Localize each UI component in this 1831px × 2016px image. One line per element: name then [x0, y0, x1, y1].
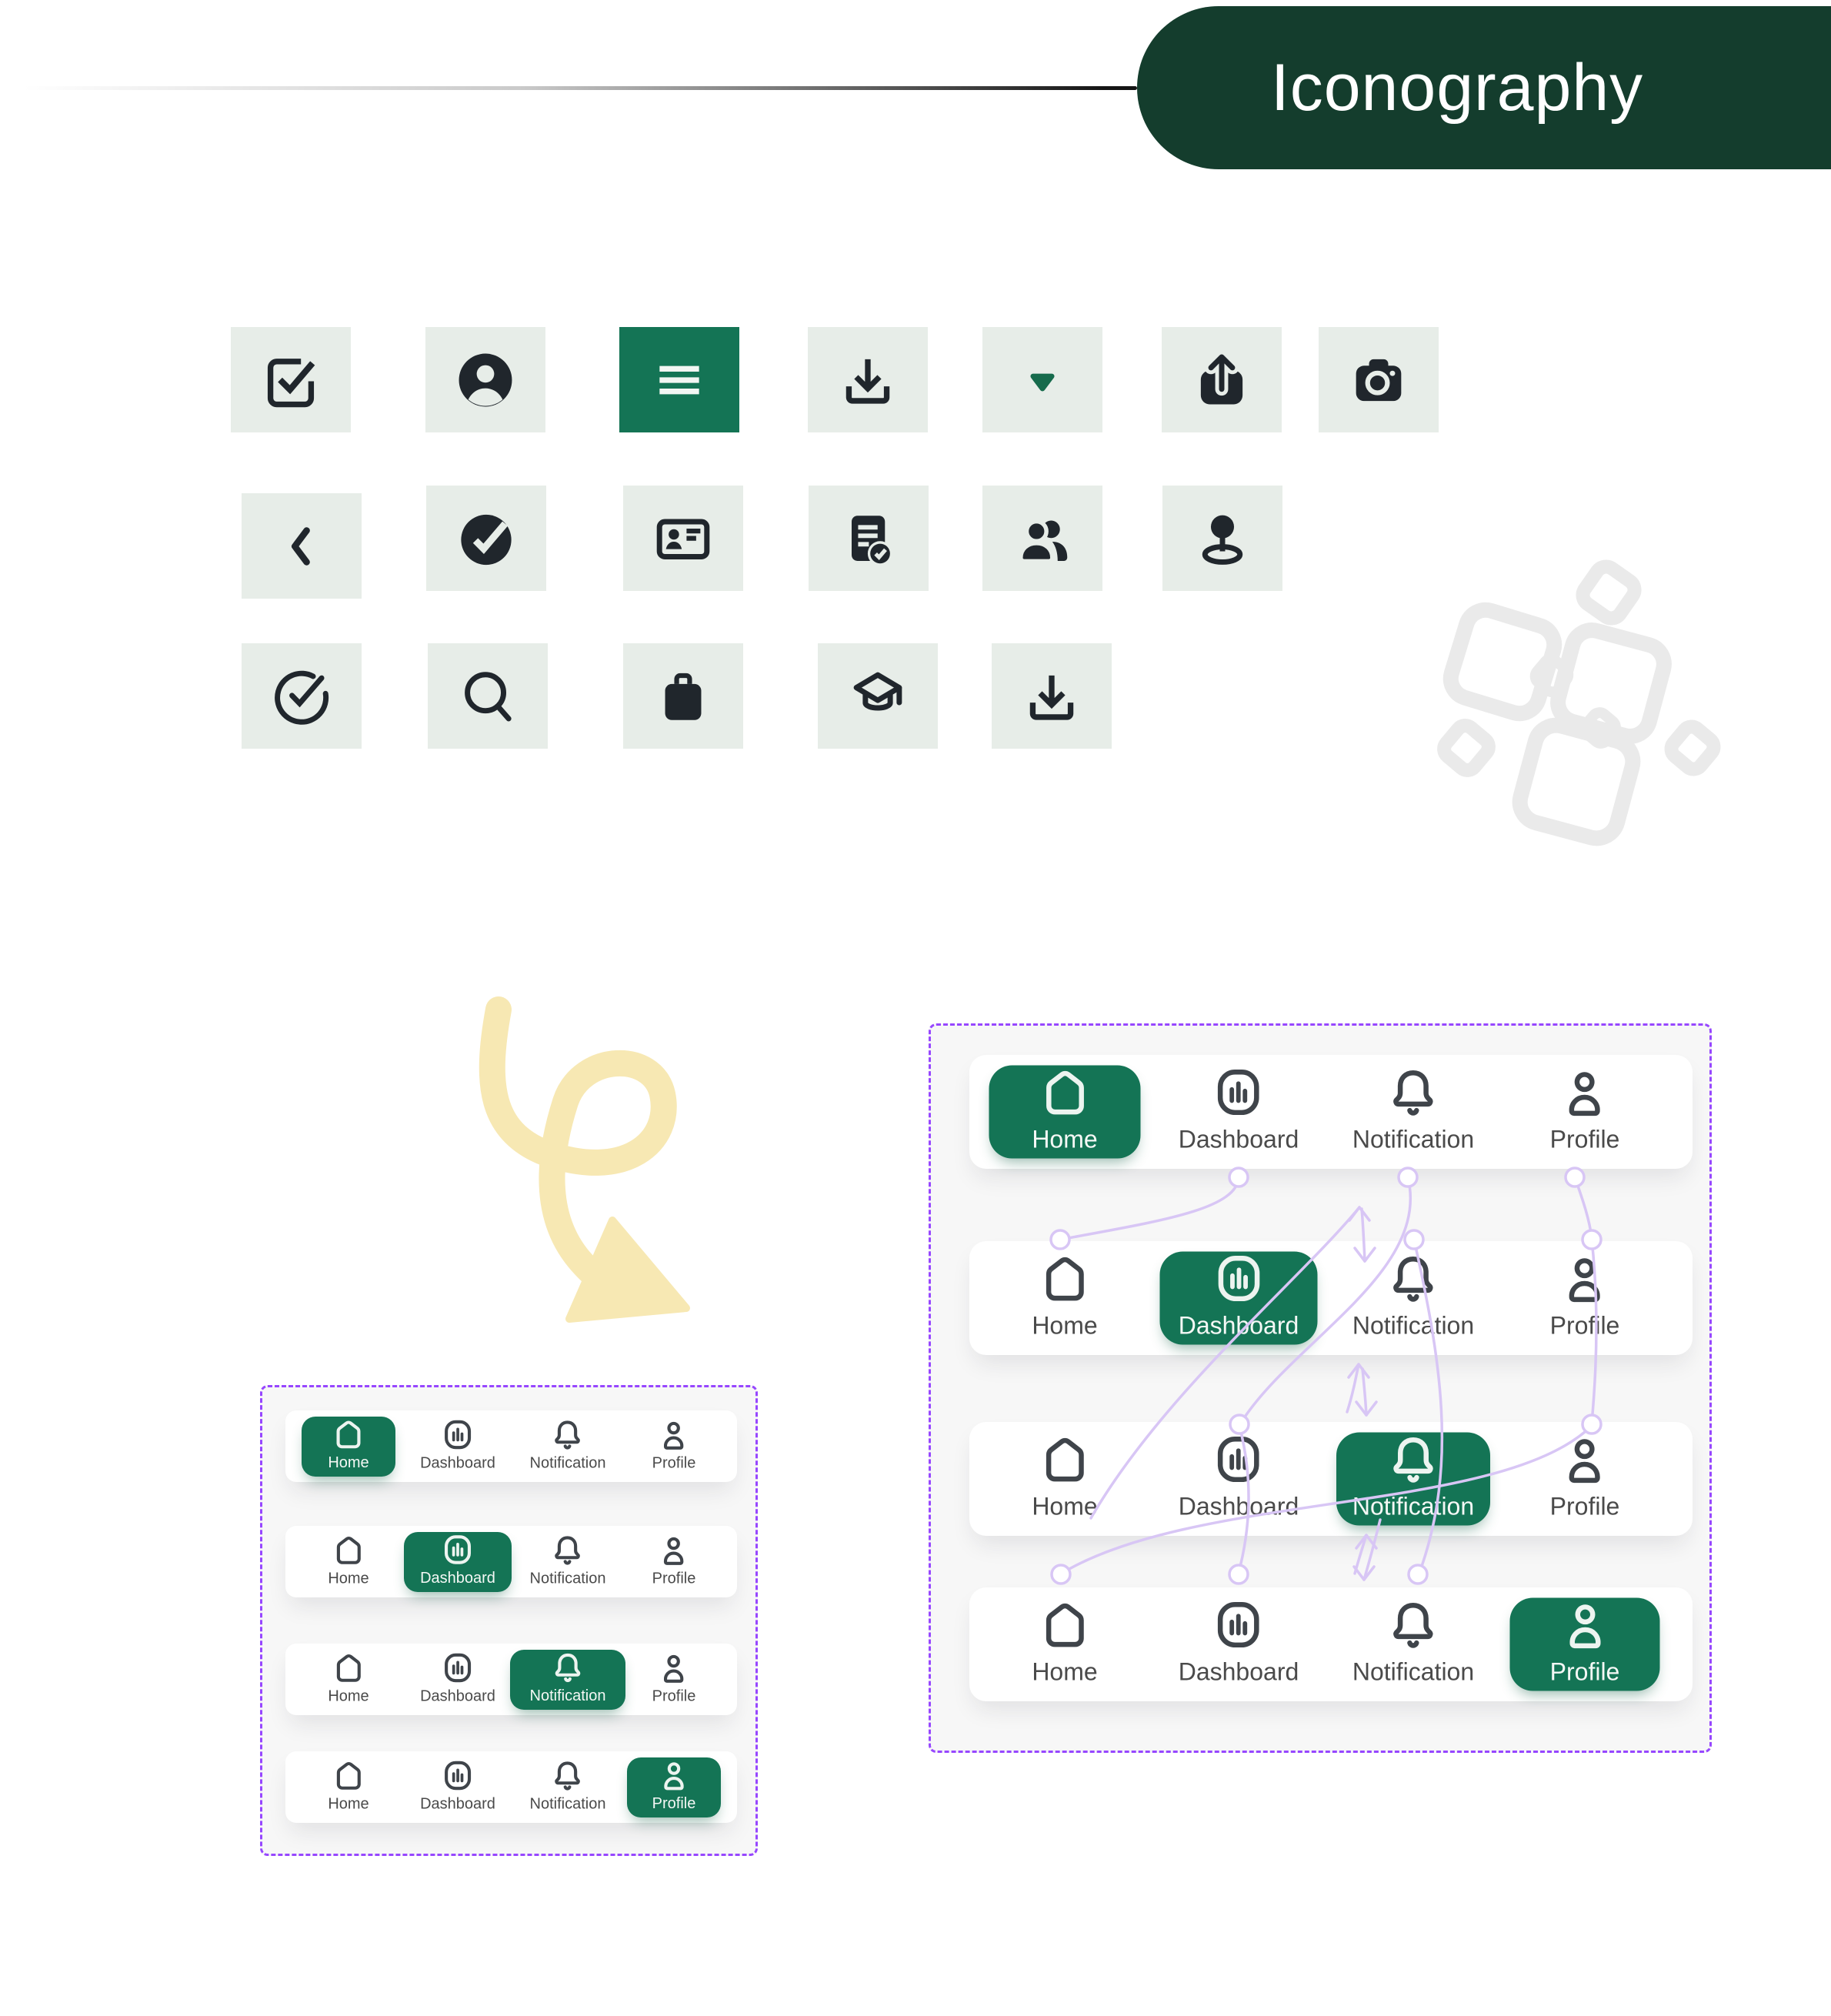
nav-item-profile[interactable]: [652, 1420, 696, 1472]
location-pin-icon: [1189, 505, 1256, 572]
profile-icon: [654, 1536, 694, 1564]
nav-item-profile[interactable]: [627, 1757, 721, 1817]
nav-item-label: Profile: [652, 1795, 696, 1812]
icon-tile: [1162, 327, 1282, 432]
bell-icon: [1382, 1257, 1445, 1301]
nav-bar-home-active: [285, 1410, 737, 1482]
icon-tile: [623, 643, 743, 749]
nav-item-notification[interactable]: [1352, 1257, 1474, 1340]
nav-item-dashboard[interactable]: [404, 1532, 512, 1592]
home-icon: [329, 1536, 369, 1564]
search-icon: [454, 663, 522, 730]
icon-tile: [809, 486, 929, 591]
icon-tile: [242, 493, 362, 599]
nav-item-notification[interactable]: [1352, 1603, 1474, 1687]
bell-icon: [548, 1420, 588, 1448]
icon-tile: [982, 486, 1102, 591]
dashboard-icon: [438, 1536, 478, 1564]
nav-item-label: Home: [1032, 1492, 1098, 1520]
nav-item-label: Dashboard: [420, 1687, 495, 1704]
nav-item-label: Notification: [529, 1687, 606, 1704]
home-icon: [1033, 1070, 1096, 1115]
nav-item-label: Notification: [1352, 1311, 1475, 1340]
nav-bar-dashboard-active: [969, 1241, 1693, 1355]
bell-icon: [548, 1536, 588, 1564]
profile-icon: [654, 1420, 694, 1448]
nav-item-label: Notification: [529, 1454, 606, 1471]
nav-item-label: Dashboard: [1178, 1125, 1299, 1153]
profile-icon: [1553, 1070, 1616, 1115]
home-icon: [1033, 1437, 1096, 1482]
nav-item-notification[interactable]: [1336, 1433, 1490, 1526]
check-circle-filled-icon: [452, 505, 520, 572]
bell-icon: [1382, 1070, 1445, 1115]
profile-icon: [1553, 1257, 1616, 1301]
nav-bar-notification-active: [969, 1422, 1693, 1536]
check-circle-outline-icon: [268, 663, 335, 730]
nav-item-notification[interactable]: [530, 1536, 606, 1587]
title-badge: [1137, 6, 1831, 169]
nav-item-label: Notification: [529, 1570, 606, 1587]
profile-icon: [654, 1654, 694, 1681]
nav-item-notification[interactable]: [530, 1761, 606, 1813]
profile-icon: [1553, 1603, 1616, 1647]
nav-item-label: Home: [328, 1687, 369, 1704]
nav-item-label: Notification: [1352, 1125, 1475, 1153]
sketch-arrow: [431, 977, 754, 1339]
camera-icon: [1345, 346, 1412, 414]
user-avatar-icon: [452, 346, 519, 414]
nav-item-label: Home: [1032, 1657, 1098, 1686]
nav-item-home[interactable]: [1032, 1257, 1097, 1340]
icon-tile: [1319, 327, 1439, 432]
icon-tile: [623, 486, 743, 591]
icon-tile: [818, 643, 938, 749]
bell-icon: [1382, 1437, 1445, 1482]
home-icon: [1033, 1257, 1096, 1301]
download-icon: [834, 346, 902, 414]
users-icon: [1009, 505, 1076, 572]
nav-bar-dashboard-active: [285, 1526, 737, 1597]
nav-item-dashboard[interactable]: [1179, 1437, 1299, 1521]
dashboard-icon: [438, 1420, 478, 1448]
nav-item-notification[interactable]: [1352, 1070, 1474, 1154]
nav-item-profile[interactable]: [652, 1654, 696, 1705]
home-icon: [329, 1654, 369, 1681]
nav-item-home[interactable]: [302, 1417, 395, 1477]
nav-item-label: Dashboard: [1178, 1492, 1299, 1520]
icon-tile: [992, 643, 1112, 749]
nav-item-profile[interactable]: [652, 1536, 696, 1587]
nav-bar-home-active: [969, 1055, 1693, 1169]
icon-tile: [231, 327, 351, 432]
nav-item-home[interactable]: [328, 1761, 369, 1813]
nav-item-profile[interactable]: [1510, 1598, 1660, 1691]
checked-box-icon: [257, 346, 325, 414]
nav-item-label: Profile: [652, 1454, 696, 1471]
nav-item-dashboard[interactable]: [1160, 1252, 1318, 1345]
icon-tile: [808, 327, 928, 432]
nav-item-label: Home: [1032, 1125, 1098, 1153]
nav-item-label: Home: [328, 1570, 369, 1587]
dashboard-icon: [438, 1761, 478, 1789]
nav-demo-large: [929, 1023, 1712, 1753]
linked-squares-decoration: [1427, 558, 1723, 854]
nav-item-home[interactable]: [328, 1536, 369, 1587]
nav-item-label: Profile: [1549, 1311, 1620, 1340]
bell-icon: [548, 1654, 588, 1681]
icon-tile: [982, 327, 1102, 432]
nav-bar-notification-active: [285, 1644, 737, 1715]
icon-tile: [426, 486, 546, 591]
nav-item-notification[interactable]: [510, 1650, 625, 1710]
icon-tile: [428, 643, 548, 749]
dashboard-icon: [438, 1654, 478, 1681]
id-card-icon: [649, 505, 717, 572]
briefcase-icon: [649, 663, 717, 730]
menu-icon: [645, 346, 713, 414]
nav-item-label: Dashboard: [420, 1795, 495, 1812]
nav-item-dashboard[interactable]: [1179, 1603, 1299, 1687]
nav-item-label: Notification: [529, 1795, 606, 1812]
nav-item-label: Home: [328, 1795, 369, 1812]
dashboard-icon: [1207, 1603, 1270, 1647]
back-chevron-icon: [268, 512, 335, 580]
profile-icon: [1553, 1437, 1616, 1482]
nav-item-label: Dashboard: [1178, 1311, 1299, 1340]
nav-item-label: Home: [328, 1454, 369, 1471]
nav-item-label: Profile: [1549, 1657, 1620, 1686]
bell-icon: [1382, 1603, 1445, 1647]
icon-tile: [242, 643, 362, 749]
nav-item-home[interactable]: [328, 1654, 369, 1705]
nav-item-label: Profile: [1549, 1492, 1620, 1520]
dashboard-icon: [1207, 1070, 1270, 1115]
nav-item-label: Profile: [652, 1687, 696, 1704]
icon-tile-selected: [619, 327, 739, 432]
nav-item-home[interactable]: [989, 1066, 1141, 1159]
nav-item-label: Home: [1032, 1311, 1098, 1340]
nav-item-dashboard[interactable]: [420, 1654, 495, 1705]
nav-demo-small: [260, 1385, 758, 1856]
nav-item-dashboard[interactable]: [420, 1420, 495, 1472]
document-check-icon: [835, 505, 902, 572]
nav-item-label: Dashboard: [420, 1454, 495, 1471]
home-icon: [1033, 1603, 1096, 1647]
dashboard-icon: [1207, 1257, 1270, 1301]
profile-icon: [654, 1761, 694, 1789]
nav-item-dashboard[interactable]: [420, 1761, 495, 1813]
nav-item-label: Notification: [1352, 1657, 1475, 1686]
nav-item-profile[interactable]: [1550, 1437, 1620, 1521]
nav-item-notification[interactable]: [530, 1420, 606, 1472]
download-icon: [1018, 663, 1086, 730]
nav-item-profile[interactable]: [1550, 1070, 1620, 1154]
nav-item-label: Profile: [652, 1570, 696, 1587]
divider-line: [23, 86, 1137, 90]
home-icon: [329, 1761, 369, 1789]
dashboard-icon: [1207, 1437, 1270, 1482]
upload-icon: [1188, 346, 1256, 414]
home-icon: [329, 1420, 369, 1448]
nav-item-label: Notification: [1352, 1492, 1475, 1520]
nav-item-label: Profile: [1549, 1125, 1620, 1153]
nav-item-profile[interactable]: [1550, 1257, 1620, 1340]
nav-item-home[interactable]: [1032, 1437, 1097, 1521]
nav-item-home[interactable]: [1032, 1603, 1097, 1687]
icon-tile: [1162, 486, 1282, 591]
bell-icon: [548, 1761, 588, 1789]
graduation-cap-icon: [844, 663, 912, 730]
nav-bar-profile-active: [969, 1587, 1693, 1701]
icon-tile: [425, 327, 545, 432]
nav-item-dashboard[interactable]: [1179, 1070, 1299, 1154]
nav-item-label: Dashboard: [420, 1570, 495, 1587]
nav-bar-profile-active: [285, 1751, 737, 1823]
dropdown-arrow-icon: [1009, 346, 1076, 414]
page-title: Iconography: [1270, 50, 1644, 125]
nav-item-label: Dashboard: [1178, 1657, 1299, 1686]
